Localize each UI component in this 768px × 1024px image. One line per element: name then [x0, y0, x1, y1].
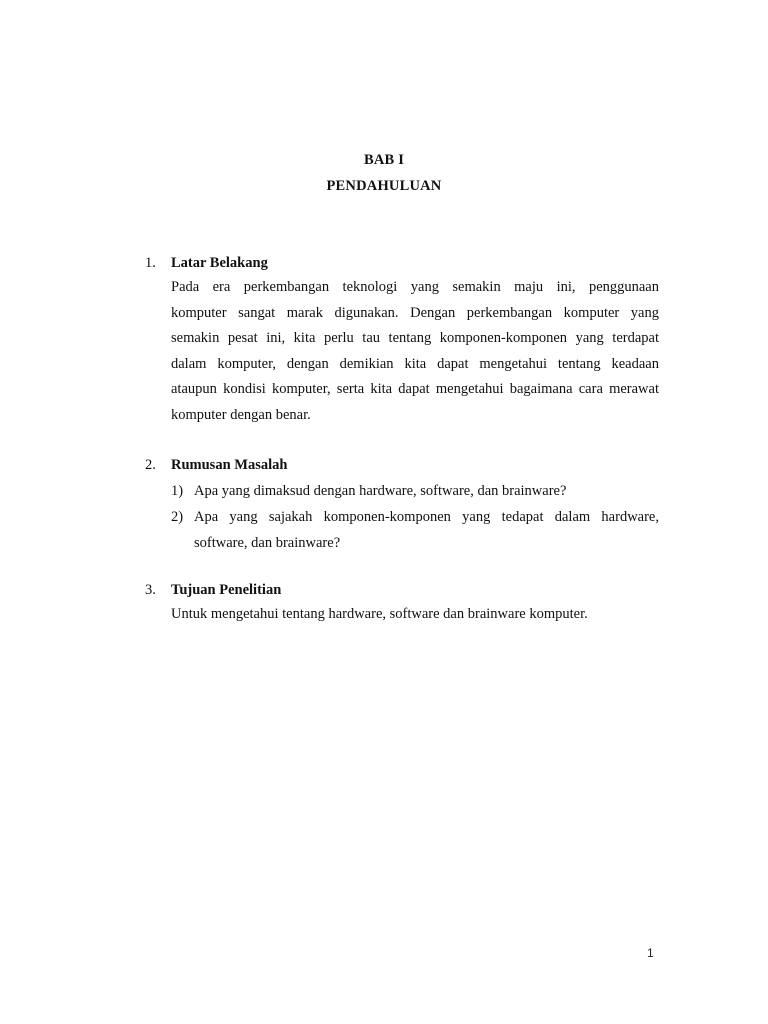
paragraph-line: komputer sangat marak digunakan. Dengan perkembangan komputer yang	[171, 304, 659, 321]
section-paragraph	[171, 275, 659, 428]
paragraph-line: komputer dengan benar.	[171, 406, 311, 423]
list-item-line: Apa yang sajakah komponen-komponen yang tedapat dalam hardware,	[194, 509, 659, 525]
list-item-number: 2)	[171, 509, 184, 525]
paragraph-line: ataupun kondisi komputer, serta kita dapat mengetahui bagaimana cara merawat	[171, 381, 659, 397]
paragraph-line: dalam komputer, dengan demikian kita dapat mengetahui tentang keadaan	[171, 355, 659, 372]
paragraph-line: semakin pesat ini, kita perlu tau tentang komponen-komponen yang terdapat	[171, 330, 659, 346]
section-title: Latar Belakang	[171, 255, 268, 271]
paragraph-line: Pada era perkembangan teknologi yang semakin maju ini, penggunaan	[171, 279, 659, 295]
section-number: 3.	[145, 582, 156, 598]
list-item-text	[194, 478, 659, 504]
section-latar-belakang	[145, 253, 659, 428]
section-heading	[145, 455, 659, 475]
list-item-line: software, dan brainware?	[194, 535, 341, 551]
section-number: 1.	[145, 255, 156, 271]
list-item-line: Apa yang dimaksud dengan hardware, software, dan brainware?	[194, 483, 567, 499]
list-item	[171, 478, 659, 504]
section-title: Tujuan Penelitian	[171, 582, 282, 598]
chapter-title: PENDAHULUAN	[326, 178, 442, 194]
list-item-number: 1)	[171, 483, 184, 499]
section-number: 2.	[145, 457, 156, 473]
page-number: 1	[647, 946, 654, 960]
list-item	[171, 504, 659, 556]
section-heading	[145, 253, 659, 273]
section-rumusan-masalah	[145, 455, 659, 556]
paragraph-line: Untuk mengetahui tentang hardware, software dan brainware komputer.	[171, 606, 588, 622]
section-tujuan-penelitian	[145, 580, 659, 628]
list-item-text	[194, 504, 659, 556]
section-title: Rumusan Masalah	[171, 457, 288, 473]
problem-list	[171, 478, 659, 556]
section-paragraph	[171, 602, 659, 628]
chapter-label: BAB I	[363, 152, 405, 168]
section-heading	[145, 580, 659, 600]
